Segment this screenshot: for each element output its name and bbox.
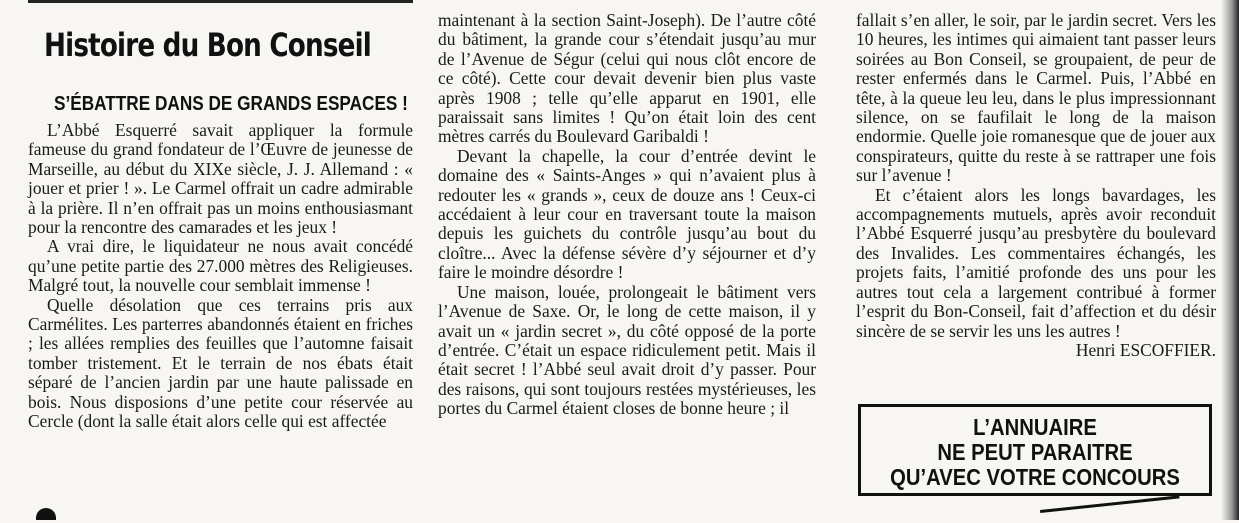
article-subtitle: S’ÉBATTRE DANS DE GRANDS ESPACES ! [54,93,408,115]
paragraph: Quelle désolation que ces terrains pris aux Carmélites. Les parterres abandonnés étaient en friches ; les allées remplies des feuilles que l’automne faisait tomber tristement. Et le terrain de nos ébats était séparé de l’ancien jardin par une haute palissade en bois. Nous disposions d’une petite cour réservée au Cercle (dont la salle était alors celle qui est affectée [28,294,413,432]
paragraph: A vrai dire, le liquidateur ne nous avait concédé qu’une petite partie des 27.000 mètres des Religieuses. Malgré tout, la nouvelle cour semblait immense ! [28,236,413,296]
paragraph: Une maison, louée, prolongeait le bâtiment vers l’Avenue de Saxe. Or, le long de cette maison, il y avait un « jardin secret », du côté opposé de la porte d’entrée. C’était un espace ridiculement petit. Mais il était secret ! l’Abbé seul avait droit d’y passer. Pour des raisons, qui sont toujours restées mystérieuses, les portes du Carmel étaient closes de bonne heure ; il [438,281,816,419]
column-2 [438,11,816,419]
paragraph: Et c’étaient alors les longs bavardages, les accompagnements mutuels, après avoir reconduit l’Abbé Esquerré jusqu’au presbytère du boulevard des Invalides. Les commentaires échangés, les projets faits, l’amitié profonde des uns pour les autres tout cela a largement contribué à former l’esprit du Bon-Conseil, fait d’affection et du désir sincère de se servir les uns les autres ! [856,184,1216,341]
annuaire-notice-box [858,404,1212,496]
article-title: Histoire du Bon Conseil [44,26,371,64]
notice-line: NE PEUT PARAITRE [937,439,1133,465]
paragraph: L’Abbé Esquerré savait appliquer la formule fameuse du grand fondateur de l’Œuvre de jeunesse de Marseille, au début du XIXe siècle, J. J. Allemand : « jouer et prier ! ». Le Carmel offrait un cadre admirable à la prière. Il n’en offrait pas un moins enthousiasmant pour la rencontre des camarades et les jeux ! [28,120,413,238]
paragraph: fallait s’en aller, le soir, par le jardin secret. Vers les 10 heures, les intimes qui aimaient tant passer leurs soirées au Bon Conseil, se groupaient, de peur de rester enfermés dans le Carmel. Puis, l’Abbé en tête, à la queue leu leu, dans le plus impressionnant silence, on se faufilait le long de la maison endormie. Quelle joie romanesque que de jouer aux conspirateurs, quitte du reste à se rattraper une fois sur l’avenue ! [856,10,1216,186]
top-rule [28,0,413,3]
ink-mark [1040,495,1181,523]
paragraph: maintenant à la section Saint-Joseph). De l’autre côté du bâtiment, la grande cour s’étendait jusqu’au mur de l’Avenue de Ségur (celui qui nous clôt encore de ce côté). Cette cour devait devenir bien plus vaste après 1908 ; telle qu’elle apparut en 1901, elle paraissait sans limites ! Qu’on était loin des cent mètres carrés du Boulevard Garibaldi ! [438,10,816,147]
notice-line: L’ANNUAIRE [973,414,1097,440]
author-signature: Henri ESCOFFIER. [1075,339,1216,360]
column-3 [856,11,1216,360]
notice-line: QU’AVEC VOTRE CONCOURS [890,464,1180,490]
paragraph: Devant la chapelle, la cour d’entrée devint le domaine des « Saints-Anges » qui n’avaient plus à redouter les « grands », ceux de douze ans ! Ceux-ci accédaient à leur cour en traversant toute la maison depuis les guichets du contrôle jusqu’au bout du cloître... Avec la défense sévère d’y séjourner et d’y faire le moindre désordre ! [438,145,816,283]
ink-mark [36,508,56,520]
page-edge-shadow [1221,0,1239,520]
column-1 [28,121,413,432]
